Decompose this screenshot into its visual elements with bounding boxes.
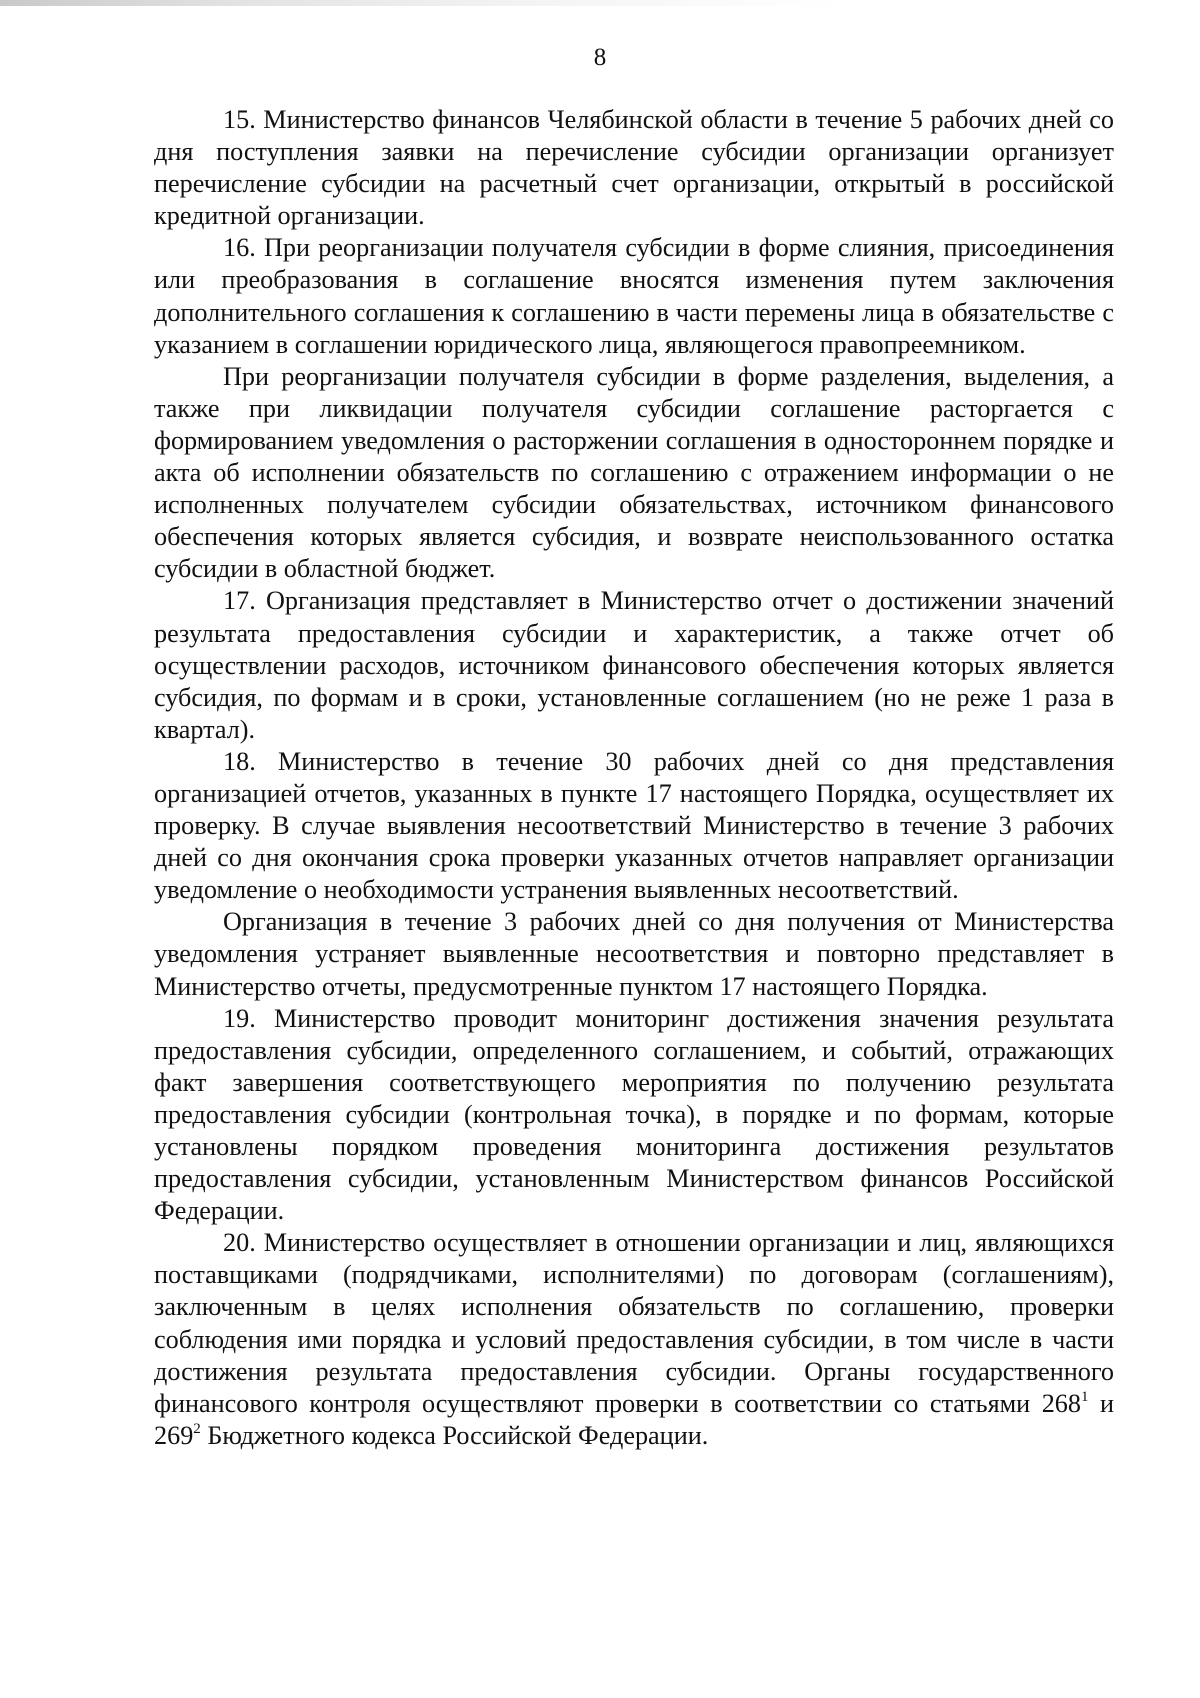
- scan-edge-shadow: [0, 0, 1200, 6]
- paragraph-18-corrections: Организация в течение 3 рабочих дней со дня получения от Министерства уведомления устраняет выявленные несоответствия и повторно представляет в Министерство отчеты, предусмотренные пунктом 17 настоящего Порядка.: [154, 907, 1114, 1001]
- paragraph-20-text-after: Бюджетного кодекса Российской Федерации.: [200, 1420, 709, 1450]
- paragraph-20-text-before: 20. Министерство осуществляет в отношении организации и лиц, являющихся поставщиками (подрядчиками, исполнителями) по договорам (соглашениям), заключенным в целях исполнения обязательств по соглашению, проверки соблюдения ими порядка и условий предоставления субсидии, в том числе в части достижения результата предоставления субсидии. Органы государственного финансового контроля осуществляют проверки в соответствии со статьями 268: [154, 1228, 1114, 1418]
- article-268-superscript: 1: [1080, 1388, 1089, 1405]
- paragraph-17: 17. Организация представляет в Министерство отчет о достижении значений результата предоставления субсидии и характеристик, а также отчет об осуществлении расходов, источником финансового обеспечения которых является субсидия, по формам и в сроки, установленные соглашением (но не реже 1 раза в квартал).: [154, 586, 1114, 744]
- paragraph-19: 19. Министерство проводит мониторинг достижения значения результата предоставления субсидии, определенного соглашением, и событий, отражающих факт завершения соответствующего мероприятия по получению результата предоставления субсидии (контрольная точка), в порядке и по формам, которые установлены порядком проведения мониторинга достижения результатов предоставления субсидии, установленным Министерством финансов Российской Федерации.: [154, 1003, 1114, 1226]
- page-number: 8: [593, 44, 607, 71]
- paragraph-20-text-middle: и 269: [154, 1388, 1114, 1450]
- paragraph-16: 16. При реорганизации получателя субсидии в форме слияния, присоединения или преобразования в соглашение вносятся изменения путем заключения дополнительного соглашения к соглашению в части перемены лица в обязательстве с указанием в соглашении юридического лица, являющегося правопреемником.: [154, 233, 1114, 359]
- article-269-superscript: 2: [193, 1420, 201, 1437]
- document-body: [154, 104, 1114, 1452]
- paragraph-20: [154, 1227, 1114, 1452]
- paragraph-16-reorganization: При реорганизации получателя субсидии в форме разделения, выделения, а также при ликвидации получателя субсидии соглашение расторгается с формированием уведомления о расторжении соглашения в одностороннем порядке и акта об исполнении обязательств по соглашению с отражением информации о не исполненных получателем субсидии обязательствах, источником финансового обеспечения которых является субсидия, и возврате неиспользованного остатка субсидии в областной бюджет.: [154, 361, 1114, 584]
- paragraph-18: 18. Министерство в течение 30 рабочих дней со дня представления организацией отчетов, указанных в пункте 17 настоящего Порядка, осуществляет их проверку. В случае выявления несоответствий Министерство в течение 3 рабочих дней со дня окончания срока проверки указанных отчетов направляет организации уведомление о необходимости устранения выявленных несоответствий.: [154, 746, 1114, 905]
- paragraph-15: 15. Министерство финансов Челябинской области в течение 5 рабочих дней со дня поступления заявки на перечисление субсидии организации организует перечисление субсидии на расчетный счет организации, открытый в российской кредитной организации.: [154, 105, 1114, 231]
